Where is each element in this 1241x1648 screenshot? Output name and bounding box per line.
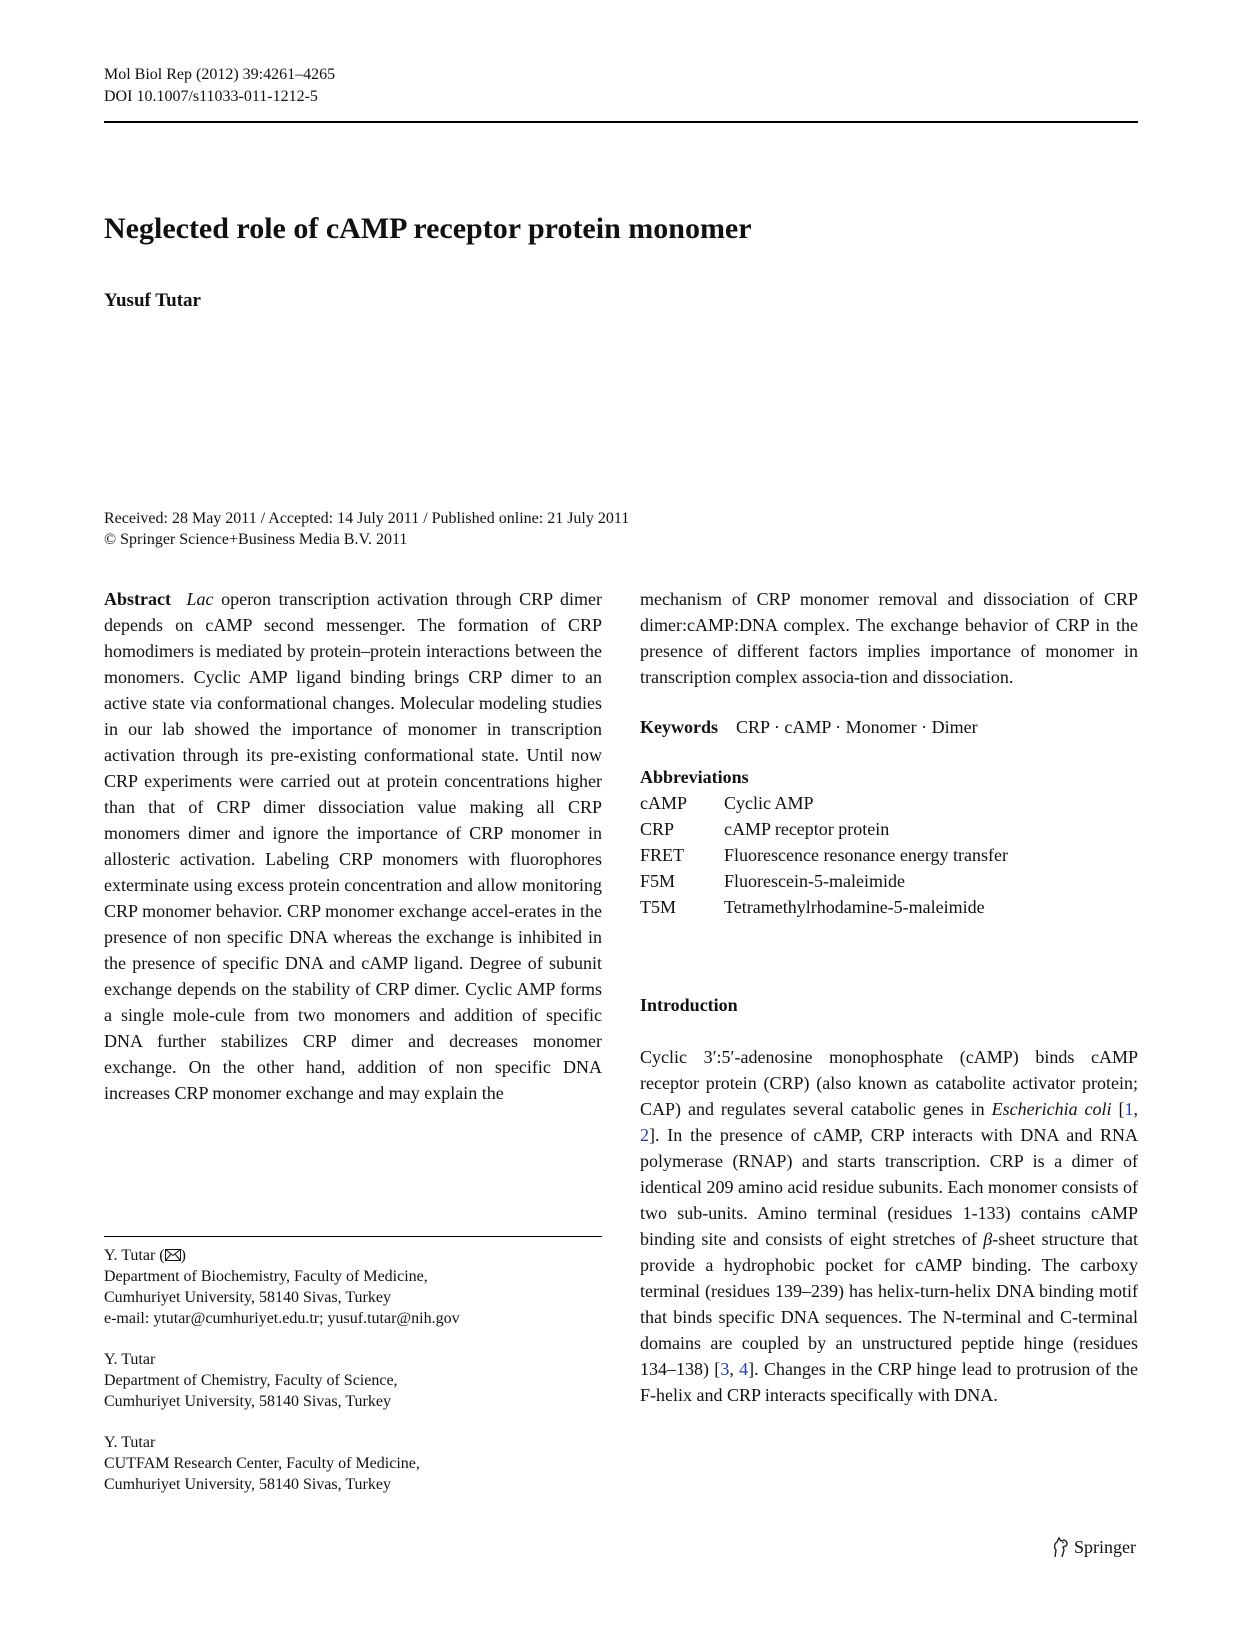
email-address[interactable]: e-mail: ytutar@cumhuriyet.edu.tr; yusuf.tutar@nih.gov — [104, 1310, 460, 1327]
keywords — [640, 714, 1138, 740]
abstract-left-column — [104, 586, 602, 1106]
publication-dates — [104, 508, 629, 550]
copyright-line: © Springer Science+Business Media B.V. 2011 — [104, 531, 408, 548]
citation-link[interactable]: 2 — [640, 1125, 649, 1145]
affiliation-block: Y. Tutar CUTFAM Research Center, Faculty of Medicine, Cumhuriyet University, 58140 Sivas, Turkey — [104, 1434, 420, 1493]
abstract-text-right: mechanism of CRP monomer removal and dissociation of CRP dimer:cAMP:DNA complex. The exchange behavior of CRP in the presence of different factors implies importance of monomer in transcription complex associa-tion and dissociation. — [640, 589, 1138, 687]
journal-header — [104, 64, 335, 108]
lac-italic: Lac — [186, 589, 214, 609]
footnote-rule — [104, 1236, 602, 1237]
abstract-text-left: operon transcription activation through CRP dimer depends on cAMP second messenger. The formation of CRP homodimers is mediated by protein–protein interactions between the monomers. Cyclic AMP ligand binding brings CRP dimer to an active state via conformational changes. Molecular modeling studies in our lab showed the importance of monomer in transcription activation through its pre-existing conformational state. Until now CRP experiments were carried out at protein concentrations higher than that of CRP dimer dissociation value making all CRP monomers dimer and ignore the importance of CRP monomer in allosteric activation. Labeling CRP monomers with fluorophores exterminate using excess protein concentration and allow monitoring CRP monomer behavior. CRP monomer exchange accel-erates in the presence of non specific DNA whereas the exchange is inhibited in the presence of specific DNA and cAMP ligand. Degree of subunit exchange depends on the stability of CRP dimer. Cyclic AMP forms a single mole-cule from two monomers and addition of specific DNA further stabilizes CRP dimer and decreases monomer exchange. On the other hand, addition of non specific DNA increases CRP monomer exchange and may explain the — [104, 589, 603, 1103]
history-line: Received: 28 May 2011 / Accepted: 14 July 2011 / Published online: 21 July 2011 — [104, 510, 630, 527]
affiliation-block: Y. Tutar ( ) Department of Biochemistry, Faculty of Medicine, Cumhuriyet University, 58140 Sivas, Turkey e-mail: ytutar@cumhuriyet.edu.tr; yusuf.tutar@nih.gov — [104, 1245, 602, 1329]
journal-citation: Mol Biol Rep (2012) 39:4261–4265 — [104, 66, 336, 83]
ecoli-italic: Escherichia coli — [991, 1099, 1112, 1119]
introduction-heading: Introduction — [640, 995, 738, 1015]
header-rule — [104, 121, 1138, 123]
doi: DOI 10.1007/s11033-011-1212-5 — [104, 88, 318, 105]
publisher-mark — [1052, 1536, 1136, 1558]
abbreviation-row: CRP cAMP receptor protein — [640, 819, 890, 839]
abbreviation-row: cAMP Cyclic AMP — [640, 793, 814, 813]
abstract-label: Abstract — [104, 589, 171, 609]
abbreviations — [640, 764, 1138, 920]
abbreviation-row: FRET Fluorescence resonance energy transfer — [640, 845, 1009, 865]
keywords-label: Keywords — [640, 717, 718, 737]
abbreviation-row: F5M Fluorescein-5-maleimide — [640, 871, 905, 891]
paper-title: Neglected role of cAMP receptor protein monomer — [104, 212, 752, 245]
affiliations — [104, 1245, 602, 1515]
author-name: Yusuf Tutar — [104, 290, 201, 311]
springer-horse-icon — [1052, 1536, 1070, 1558]
introduction-paragraph: Cyclic 3′:5′-adenosine monophosphate (cAMP) binds cAMP receptor protein (CRP) (also known as catabolite activator protein; CAP) and regulates several catabolic genes in Escherichia coli [1, 2]. In the presence of cAMP, CRP interacts with DNA and RNA polymerase (RNAP) and starts transcription. CRP is a dimer of identical 209 amino acid residue subunits. Each monomer consists of two sub-units. Amino terminal (residues 1-133) contains cAMP binding site and consists of eight stretches of β-sheet structure that provide a hydrophobic pocket for cAMP binding. The carboxy terminal (residues 139–239) has helix-turn-helix DNA binding motif that binds specific DNA sequences. The N-terminal and C-terminal domains are coupled by an unstructured peptide hinge (residues 134–138) [3, 4]. Changes in the CRP hinge lead to protrusion of the F-helix and CRP interacts specifically with DNA. — [640, 1047, 1139, 1405]
affiliation-block: Y. Tutar Department of Chemistry, Faculty of Science, Cumhuriyet University, 58140 Sivas, Turkey — [104, 1351, 398, 1410]
keywords-text: CRP · cAMP · Monomer · Dimer — [736, 717, 978, 737]
citation-link[interactable]: 4 — [739, 1359, 749, 1379]
abbreviation-row: T5M Tetramethylrhodamine-5-maleimide — [640, 897, 985, 917]
citation-link[interactable]: 1 — [1124, 1099, 1134, 1119]
abbreviations-heading: Abbreviations — [640, 767, 749, 787]
envelope-icon[interactable] — [165, 1247, 181, 1264]
beta-symbol: β — [983, 1229, 993, 1249]
right-column — [640, 586, 1138, 1408]
citation-link[interactable]: 3 — [720, 1359, 730, 1379]
publisher-name: Springer — [1074, 1536, 1136, 1557]
